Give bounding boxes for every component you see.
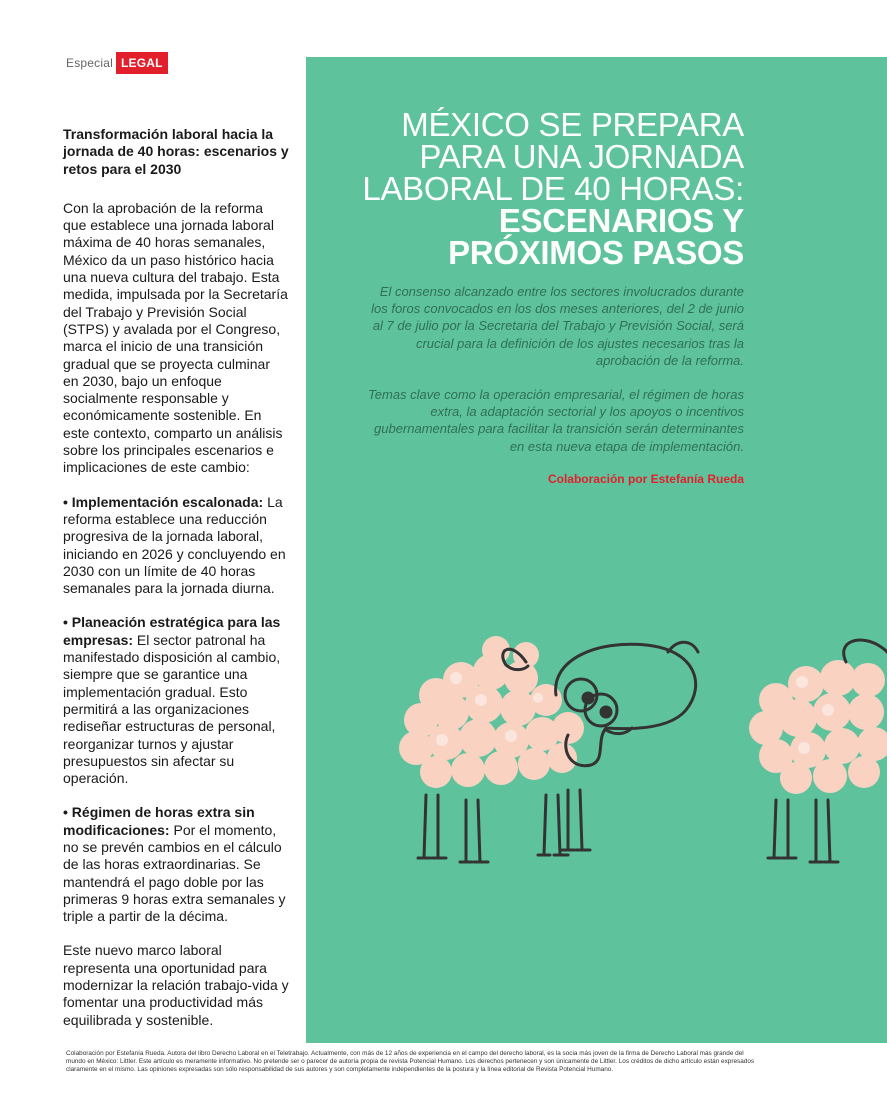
bullet-text: El sector patronal ha manifestado disposición al cambio, siempre que se garantice una implementación gradual. Esto permitirá a las organizaciones rediseñar estructuras de personal, reorganizar turnos y ajustar presupuestos sin afectar su operación. bbox=[63, 631, 281, 787]
bullet-title: • Planeación estratégica para las empresas: bbox=[63, 614, 281, 648]
bullet-title: • Régimen de horas extra sin modificaciones: bbox=[63, 804, 255, 838]
author-credit: Colaboración por Estefanía Rueda bbox=[547, 472, 744, 486]
closing-paragraph: Este nuevo marco laboral representa una oportunidad para modernizar la relación trabajo-vida y fomentar una productividad más equilibrada y sostenible. bbox=[63, 942, 289, 1028]
bullet-planning bbox=[63, 614, 289, 787]
intro-text: El consenso alcanzado entre los sectores involucrados durante los foros convocados en los dos meses anteriores, del 2 de junio al 7 de julio por la Secretaria del Trabajo y Previsión Social, será crucial para la definición de los ajustes necesarios tras la aprobación de la reforma. bbox=[371, 284, 744, 368]
bullet-text: Por el momento, no se prevén cambios en el cálculo de las horas extraordinarias. Se mantendrá el pago doble por las primeras 9 horas extra semanales y triple a partir de la décima. bbox=[63, 821, 286, 925]
intro-text: Temas clave como la operación empresarial, el régimen de horas extra, la adaptación sectorial y los apoyos o incentivos gubernamentales para facilitar la transición serán determinantes en esta nueva etapa de implementación. bbox=[368, 387, 744, 454]
sheep-left bbox=[399, 636, 698, 862]
title-line: MÉXICO SE PREPARA bbox=[401, 106, 744, 143]
sheep-right bbox=[749, 640, 887, 862]
bullet-title: • Implementación escalonada: bbox=[63, 493, 264, 510]
left-column bbox=[63, 126, 289, 1046]
title-line-bold: PRÓXIMOS PASOS bbox=[448, 234, 744, 271]
section-label: Especial bbox=[66, 56, 113, 70]
left-subheading: Transformación laboral hacia la jornada de 40 horas: escenarios y retos para el 2030 bbox=[63, 126, 289, 177]
title-line: LABORAL DE 40 HORAS: bbox=[362, 170, 744, 207]
sheep-illustration bbox=[306, 600, 887, 900]
title-line: PARA UNA JORNADA bbox=[419, 138, 744, 175]
title-line-bold: ESCENARIOS Y bbox=[498, 202, 744, 239]
footer-note: Colaboración por Estefanía Rueda. Autora del libro Derecho Laboral en el Teletrabajo. Actualmente, con más de 12 años de experiencia en el campo del derecho laboral, es la socia más joven de la firma de Derecho Laboral más grande del mundo en México: Littler. Este artículo es meramente informativo. No pretende ser o parecer de autoría propia de revista Potencial Humano. Los derechos pertenecen y son únicamente de Littler. Los créditos de dicho artículo están expresados claramente en el mismo. Las opiniones expresadas son sólo responsabilidad de sus autores y son completamente independientes de la postura y la línea editorial de Revista Potencial Humano. bbox=[66, 1050, 755, 1073]
section-header bbox=[66, 52, 168, 74]
intro-paragraph: Con la aprobación de la reforma que establece una jornada laboral máxima de 40 horas semanales, México da un paso histórico hacia una nueva cultura del trabajo. Esta medida, impulsada por la Secretaría del Trabajo y Previsión Social (STPS) y avalada por el Congreso, marca el inicio de una transición gradual que se proyecta culminar en 2030, bajo un enfoque socialmente responsable y económicamente sostenible. En este contexto, comparto un análisis sobre los principales escenarios e implicaciones de este cambio: bbox=[63, 199, 288, 476]
bullet-overtime bbox=[63, 804, 289, 925]
bullet-text: La reforma establece una reducción progresiva de la jornada laboral, iniciando en 2026 y concluyendo en 2030 con un límite de 40 horas semanales para la jornada diurna. bbox=[63, 493, 286, 597]
article-intro bbox=[364, 283, 744, 472]
article-title bbox=[362, 106, 744, 271]
bullet-implementation bbox=[63, 494, 289, 598]
legal-badge: LEGAL bbox=[116, 52, 168, 74]
